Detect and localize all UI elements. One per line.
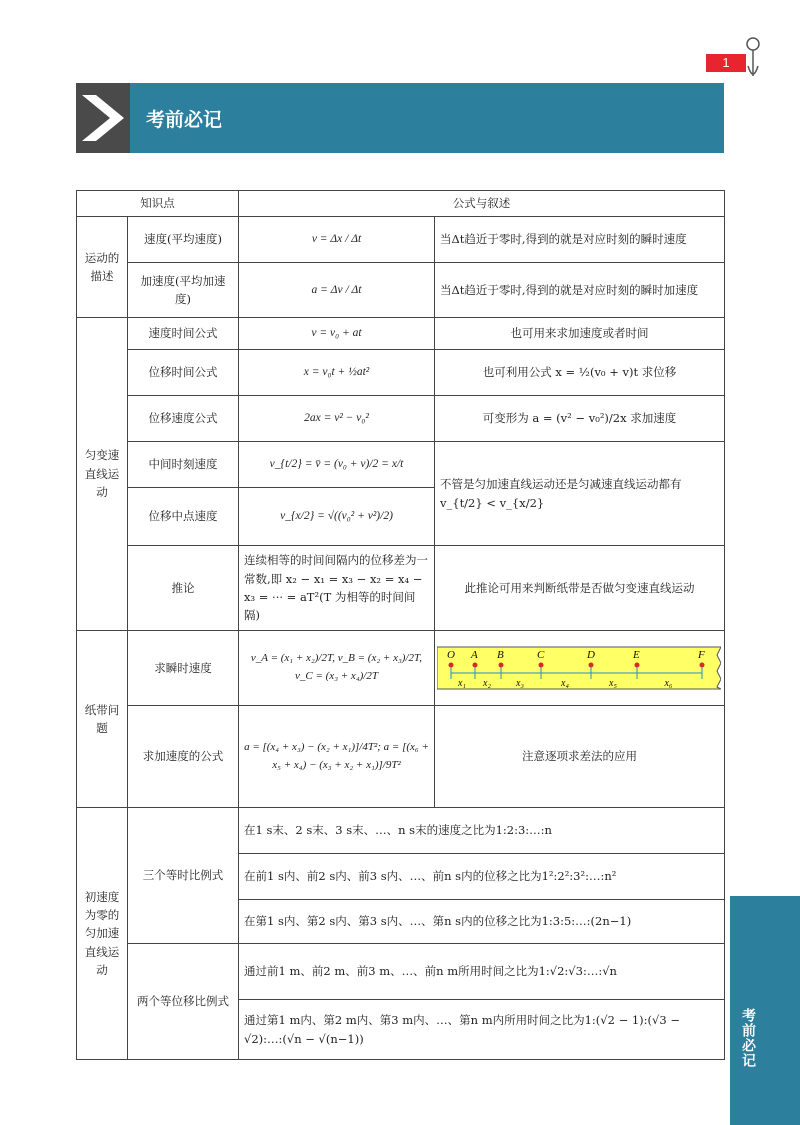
paper-tape-diagram [437, 645, 721, 691]
ratio-cell: 在第1 s内、第2 s内、第3 s内、…、第n s内的位移之比为1:3:5:…:(2n−1) [239, 900, 725, 944]
ratio-cell: 通过第1 m内、第2 m内、第3 m内、…、第n m内所用时间之比为1:(√2 − 1):(√3 − √2):…:(√n − √(n−1)) [239, 1000, 725, 1060]
group-equal-time: 三个等时比例式 [128, 808, 239, 944]
formula-cell: v_{t/2} = v̄ = (v₀ + v)/2 = x/t [239, 442, 435, 488]
side-tab [730, 896, 800, 1125]
note-cell: 也可利用公式 x = ½(v₀ + v)t 求位移 [435, 350, 725, 396]
topic-cell: 位移时间公式 [128, 350, 239, 396]
chevron-right-icon [76, 83, 130, 153]
table-row [77, 217, 725, 263]
table-row [77, 808, 725, 854]
category-uniform: 匀变速直线运动 [77, 318, 128, 631]
tape-dot [473, 663, 478, 668]
formula-cell: v_A = (x₁ + x₂)/2T, v_B = (x₂ + x₃)/2T, v_C = (x₃ + x₄)/2T [239, 631, 435, 706]
tape-diagram-cell [435, 631, 725, 706]
section-banner [76, 83, 724, 153]
table-row [77, 442, 725, 488]
topic-cell: 推论 [128, 546, 239, 631]
table-header [77, 191, 725, 217]
tape-dot [589, 663, 594, 668]
table-row [77, 706, 725, 808]
page-number: 1 [706, 54, 746, 72]
table-row [77, 350, 725, 396]
topic-cell: 位移速度公式 [128, 396, 239, 442]
tape-dot [700, 663, 705, 668]
ratio-cell: 通过前1 m、前2 m、前3 m、…、前n m所用时间之比为1:√2:√3:…:√n [239, 944, 725, 1000]
header-knowledge: 知识点 [77, 191, 239, 217]
tape-point-label: F [698, 649, 705, 661]
category-tape: 纸带问题 [77, 631, 128, 808]
tape-segment-label: x₆ [664, 678, 673, 689]
formula-cell: v = v₀ + at [239, 318, 435, 350]
topic-cell: 求瞬时速度 [128, 631, 239, 706]
tape-segment-label: x₅ [609, 678, 617, 689]
table-row [77, 631, 725, 706]
formula-cell: a = [(x₄ + x₃) − (x₂ + x₁)]/4T²; a = [(x₆ + x₅ + x₄) − (x₃ + x₂ + x₁)]/9T² [239, 706, 435, 808]
note-cell: 当Δt趋近于零时,得到的就是对应时刻的瞬时速度 [435, 217, 725, 263]
note-cell: 不管是匀加速直线运动还是匀减速直线运动都有 v_{t/2} < v_{x/2} [435, 442, 725, 546]
table-row [77, 546, 725, 631]
ratio-cell: 在前1 s内、前2 s内、前3 s内、…、前n s内的位移之比为1²:2²:3²:…:n² [239, 854, 725, 900]
tape-point-label: O [447, 649, 455, 661]
topic-cell: 位移中点速度 [128, 488, 239, 546]
formula-cell: 2ax = v² − v₀² [239, 396, 435, 442]
tape-point-label: B [497, 649, 504, 661]
tape-dot [635, 663, 640, 668]
topic-cell: 加速度(平均加速度) [128, 263, 239, 318]
tape-strip [437, 647, 721, 689]
table-row [77, 263, 725, 318]
header-formulas: 公式与叙述 [239, 191, 725, 217]
formula-cell: x = v₀t + ½at² [239, 350, 435, 396]
formula-cell: a = Δv / Δt [239, 263, 435, 318]
category-motion: 运动的描述 [77, 217, 128, 318]
note-cell: 注意逐项求差法的应用 [435, 706, 725, 808]
note-cell: 此推论可用来判断纸带是否做匀变速直线运动 [435, 546, 725, 631]
tape-dot [499, 663, 504, 668]
topic-cell: 速度时间公式 [128, 318, 239, 350]
tape-dot [539, 663, 544, 668]
ratio-cell: 在1 s末、2 s末、3 s末、…、n s末的速度之比为1:2:3:…:n [239, 808, 725, 854]
pin-decoration-icon [742, 36, 764, 84]
topic-cell: 中间时刻速度 [128, 442, 239, 488]
formula-cell: v = Δx / Δt [239, 217, 435, 263]
note-cell: 当Δt趋近于零时,得到的就是对应时刻的瞬时加速度 [435, 263, 725, 318]
topic-cell: 速度(平均速度) [128, 217, 239, 263]
tape-point-label: C [537, 649, 545, 661]
category-zero-start: 初速度为零的匀加速直线运动 [77, 808, 128, 1060]
tape-dot [449, 663, 454, 668]
tape-segment-label: x₁ [458, 678, 466, 689]
note-cell: 也可用来求加速度或者时间 [435, 318, 725, 350]
tape-segment-label: x₄ [561, 678, 569, 689]
formula-table [76, 190, 725, 1060]
table-row [77, 944, 725, 1000]
group-equal-displacement: 两个等位移比例式 [128, 944, 239, 1060]
topic-cell: 求加速度的公式 [128, 706, 239, 808]
tape-point-label: A [471, 649, 478, 661]
tape-segment-label: x₂ [483, 678, 491, 689]
formula-cell: 连续相等的时间间隔内的位移差为一常数,即 x₂ − x₁ = x₃ − x₂ = x₄ − x₃ = ··· = aT²(T 为相等的时间间隔) [239, 546, 435, 631]
table-row [77, 396, 725, 442]
table-row [77, 318, 725, 350]
chevron-box [76, 83, 130, 153]
note-cell: 可变形为 a = (v² − v₀²)/2x 求加速度 [435, 396, 725, 442]
side-tab-label: 考前必记 [740, 1008, 756, 1068]
formula-cell: v_{x/2} = √((v₀² + v²)/2) [239, 488, 435, 546]
banner-title: 考前必记 [146, 109, 223, 131]
tape-segment-label: x₃ [516, 678, 524, 689]
tape-point-label: D [587, 649, 595, 661]
tape-point-label: E [633, 649, 640, 661]
